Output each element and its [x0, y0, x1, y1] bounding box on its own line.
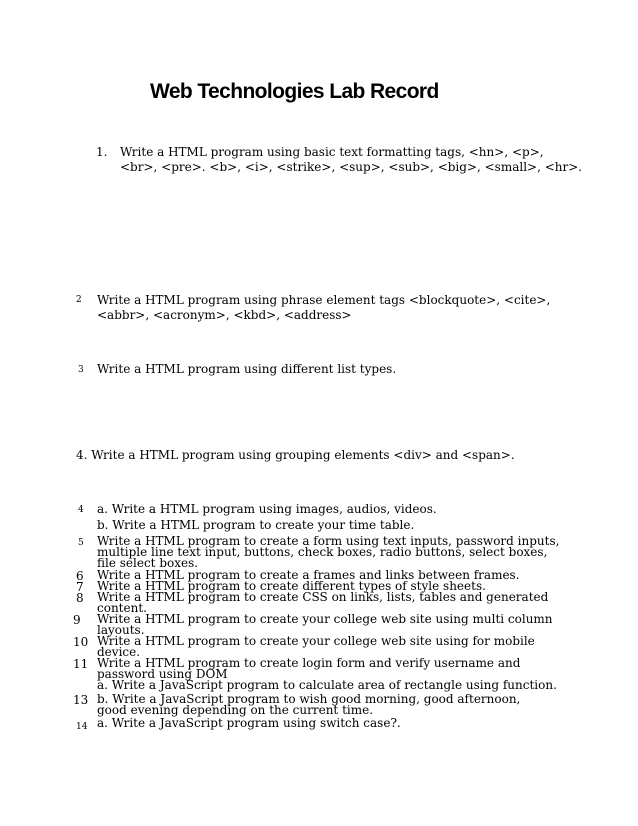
item-number: 7: [76, 580, 84, 594]
list-item: [97, 694, 520, 716]
item-line: Write a HTML program to create different types of style sheets.: [97, 579, 486, 593]
list-item: [97, 718, 401, 729]
item-line: Write a HTML program to create CSS on links, lists, tables and generated: [97, 590, 549, 604]
list-item: [76, 449, 515, 461]
page-title: Web Technologies Lab Record: [150, 80, 439, 103]
item-line: Write a HTML program using basic text formatting tags, <hn>, <p>,: [120, 145, 544, 159]
item-line: Write a HTML program to create your college web site using multi column: [97, 612, 553, 626]
item-number: 4: [78, 505, 84, 515]
item-line: content.: [97, 601, 147, 615]
item-line: <br>, <pre>. <b>, <i>, <strike>, <sup>, <sub>, <big>, <small>, <hr>.: [120, 160, 583, 174]
item-line: b. Write a JavaScript program to wish good morning, good afternoon,: [97, 692, 521, 706]
item-line: device.: [97, 645, 141, 659]
item-number: 2: [76, 295, 82, 305]
item-line: a. Write a JavaScript program using switch case?.: [97, 716, 401, 730]
item-number: 6: [76, 569, 84, 583]
item-line: Write a HTML program using different list types.: [97, 362, 397, 376]
item-line: Write a HTML program to create a frames and links between frames.: [97, 568, 520, 582]
item-number: 14: [76, 722, 88, 732]
item-number: 5: [78, 538, 84, 548]
list-item: [97, 503, 437, 515]
list-item: [97, 658, 557, 691]
item-line: good evening depending on the current time.: [97, 703, 374, 717]
item-number: 10: [73, 635, 89, 649]
item-line: Write a HTML program to create your college web site using for mobile: [97, 634, 535, 648]
item-line: 4. Write a HTML program using grouping elements <div> and <span>.: [76, 448, 515, 462]
list-item: [97, 363, 396, 375]
item-line: Write a HTML program using phrase element tags <blockquote>, <cite>,: [97, 293, 551, 307]
list-item: [97, 614, 553, 636]
item-line: a. Write a HTML program using images, audios, videos.: [97, 502, 437, 516]
item-line: Write a HTML program to create a form using text inputs, password inputs,: [97, 534, 560, 548]
item-number: 8: [76, 591, 84, 605]
list-item: [120, 146, 582, 173]
item-number: 11: [73, 657, 89, 671]
item-number: 3: [78, 365, 84, 375]
item-line: file select boxes.: [97, 556, 199, 570]
item-line: <abbr>, <acronym>, <kbd>, <address>: [97, 308, 352, 322]
item-line: a. Write a JavaScript program to calculate area of rectangle using function.: [97, 678, 557, 692]
list-item: [97, 636, 535, 658]
item-number: 9: [73, 613, 81, 627]
item-line: Write a HTML program to create login form and verify username and: [97, 656, 521, 670]
list-item: [97, 519, 414, 531]
list-item: [97, 536, 559, 569]
item-line: password using DOM: [97, 667, 228, 681]
item-number: 13: [73, 693, 89, 707]
item-line: multiple line text input, buttons, check boxes, radio buttons, select boxes,: [97, 545, 548, 559]
item-line: b. Write a HTML program to create your time table.: [97, 518, 415, 532]
list-item: [97, 592, 548, 614]
item-line: layouts.: [97, 623, 145, 637]
list-item: [97, 294, 550, 321]
item-number: 1.: [96, 145, 108, 159]
